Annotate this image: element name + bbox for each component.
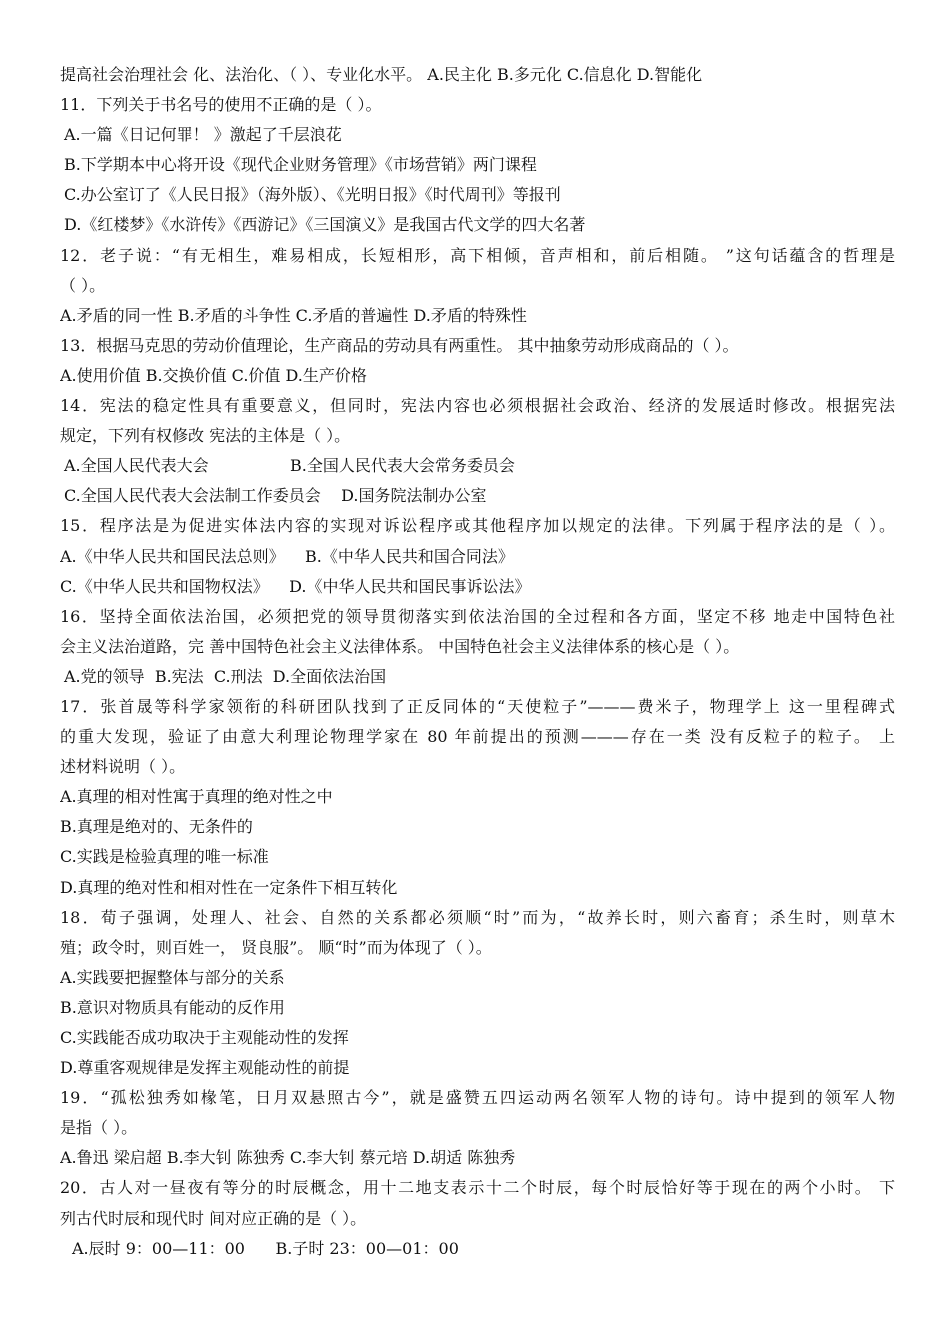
text-line: 14．宪法的稳定性具有重要意义，但同时，宪法内容也必须根据社会政治、经济的发展适时修改。根据宪法 bbox=[60, 396, 895, 416]
text-line: D.真理的绝对性和相对性在一定条件下相互转化 bbox=[60, 877, 398, 897]
text-line: 20．古人对一昼夜有等分的时辰概念，用十二地支表示十二个时辰，每个时辰恰好等于现在的两个小时。 下 bbox=[60, 1178, 895, 1198]
text-line: C.实践能否成功取决于主观能动性的发挥 bbox=[60, 1028, 349, 1047]
text-line: A.鲁迅 梁启超 B.李大钊 陈独秀 C.李大钊 蔡元培 D.胡适 陈独秀 bbox=[60, 1148, 516, 1168]
text-line: 13．根据马克思的劳动价值理论，生产商品的劳动具有两重性。 其中抽象劳动形成商品的（ ）。 bbox=[60, 335, 739, 355]
text-line: 规定，下列有权修改 宪法的主体是（ ）。 bbox=[60, 426, 351, 446]
text-line: A.辰时 9：00—11：00 B.子时 23：00—01：00 bbox=[72, 1238, 459, 1258]
text-line: C.《中华人民共和国物权法》 D.《中华人民共和国民事诉讼法》 bbox=[60, 576, 531, 596]
text-line: 19．“孤松独秀如椽笔，日月双悬照古今”，就是盛赞五四运动两名领军人物的诗句。诗中提到的领军人物 bbox=[60, 1088, 895, 1108]
text-line: 11．下列关于书名号的使用不正确的是（ ）。 bbox=[60, 95, 382, 115]
text-line: A.党的领导 B.宪法 C.刑法 D.全面依法治国 bbox=[64, 666, 387, 686]
text-line: A.使用价值 B.交换价值 C.价值 D.生产价格 bbox=[60, 365, 367, 385]
text-line: A.实践要把握整体与部分的关系 bbox=[60, 967, 285, 987]
text-line: 17．张首晟等科学家领衔的科研团队找到了正反同体的“天使粒子”———费米子，物理学上 这一里程碑式 bbox=[60, 696, 895, 716]
text-line: 殖；政令时，则百姓一， 贤良服”。 顺“时”而为体现了（ ）。 bbox=[60, 937, 492, 957]
text-line: 16．坚持全面依法治国，必须把党的领导贯彻落实到依法治国的全过程和各方面，坚定不移 地走中国特色社 bbox=[60, 606, 895, 626]
text-line: A.矛盾的同一性 B.矛盾的斗争性 C.矛盾的普遍性 D.矛盾的特殊性 bbox=[60, 305, 527, 325]
text-line: A.全国人民代表大会 B.全国人民代表大会常务委员会 bbox=[64, 456, 515, 476]
text-line: 的重大发现，验证了由意大利理论物理学家在 80 年前提出的预测———存在一类 没有反粒子的粒子。 上 bbox=[60, 727, 895, 747]
text-line: 列古代时辰和现代时 间对应正确的是（ ）。 bbox=[60, 1208, 367, 1228]
text-line: B.意识对物质具有能动的反作用 bbox=[60, 997, 285, 1017]
text-line: B.真理是绝对的、无条件的 bbox=[60, 817, 253, 837]
text-line: C.全国人民代表大会法制工作委员会 D.国务院法制办公室 bbox=[64, 486, 487, 506]
exam-page bbox=[60, 60, 895, 1264]
text-line: 是指（ ）。 bbox=[60, 1118, 138, 1138]
text-line: 提高社会治理社会 化、法治化、（ ）、专业化水平。 A.民主化 B.多元化 C.信息化 D.智能化 bbox=[60, 65, 703, 84]
text-line: A.真理的相对性寓于真理的绝对性之中 bbox=[60, 787, 333, 807]
text-line: （ ）。 bbox=[60, 275, 106, 295]
text-line: 18．荀子强调，处理人、社会、自然的关系都必须顺“时”而为，“故养长时，则六畜育；杀生时，则草木 bbox=[60, 907, 895, 927]
text-line: D.尊重客观规律是发挥主观能动性的前提 bbox=[60, 1058, 350, 1078]
text-line: D.《红楼梦》《水浒传》《西游记》《三国演义》是我国古代文学的四大名著 bbox=[64, 215, 586, 235]
text-line: A.《中华人民共和国民法总则》 B.《中华人民共和国合同法》 bbox=[60, 546, 514, 566]
text-line: 述材料说明（ ）。 bbox=[60, 757, 186, 777]
text-line: C.办公室订了《人民日报》（海外版）、《光明日报》《时代周刊》等报刊 bbox=[64, 185, 561, 205]
text-line: 12．老子说：“有无相生，难易相成，长短相形，高下相倾，音声相和，前后相随。 ”这句话蕴含的哲理是 bbox=[60, 245, 895, 265]
text-line: C.实践是检验真理的唯一标准 bbox=[60, 847, 269, 867]
text-line: 会主义法治道路，完 善中国特色社会主义法律体系。 中国特色社会主义法律体系的核心是（ ）。 bbox=[60, 636, 740, 656]
text-line: 15．程序法是为促进实体法内容的实现对诉讼程序或其他程序加以规定的法律。下列属于程序法的是（ ）。 bbox=[60, 516, 895, 536]
text-line: B.下学期本中心将开设《现代企业财务管理》《市场营销》两门课程 bbox=[64, 155, 537, 175]
text-line: A.一篇《日记何罪！ 》激起了千层浪花 bbox=[64, 125, 342, 145]
